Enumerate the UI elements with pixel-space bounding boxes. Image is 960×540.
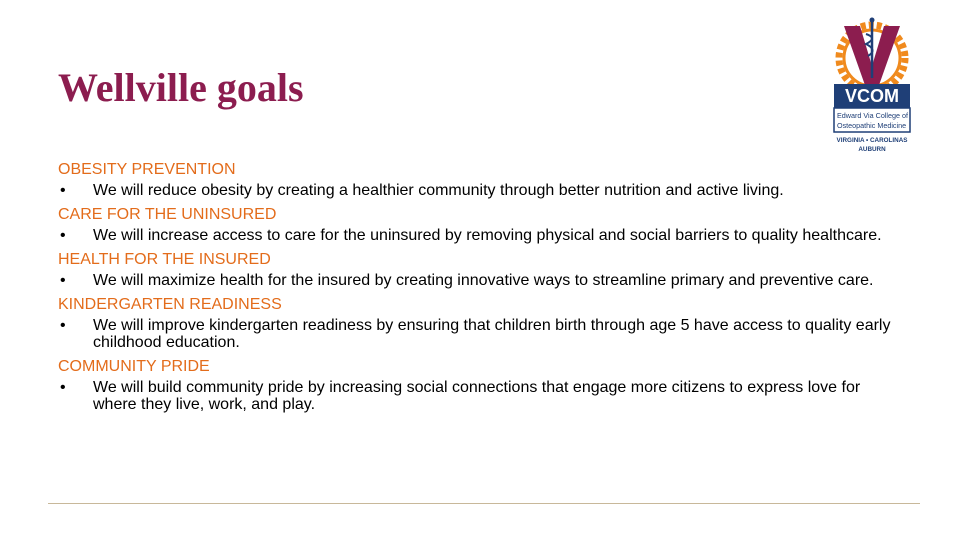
logo-name-line1: Edward Via College of (837, 111, 908, 120)
goal-bullet-item (58, 379, 908, 419)
goal-heading: KINDERGARTEN READINESS (58, 296, 282, 313)
goal-section-care-for-uninsured (58, 205, 908, 250)
bullet-icon: • (60, 272, 66, 289)
goal-bullet-item (58, 272, 908, 295)
goal-bullet-item (58, 227, 908, 250)
logo-name-line2: Osteopathic Medicine (837, 121, 907, 130)
goal-section-obesity-prevention (58, 160, 908, 205)
slide-title: Wellville goals (58, 65, 304, 110)
goal-text: We will increase access to care for the uninsured by removing physical and social barriers to quality healthcare. (93, 227, 882, 244)
goal-heading: CARE FOR THE UNINSURED (58, 206, 277, 223)
goal-heading: COMMUNITY PRIDE (58, 358, 210, 375)
goal-text: We will maximize health for the insured by creating innovative ways to streamline primary and preventive care. (93, 272, 874, 289)
vcom-logo (830, 14, 914, 156)
logo-abbreviation: VCOM (845, 86, 899, 106)
logo-campuses-line1: VIRGINIA • CAROLINAS (836, 137, 908, 144)
bullet-icon: • (60, 317, 66, 334)
goal-bullet-item (58, 182, 908, 205)
goal-section-community-pride (58, 357, 908, 419)
goal-section-kindergarten-readiness (58, 295, 908, 357)
bullet-icon: • (60, 227, 66, 244)
goals-list (58, 160, 908, 419)
goal-text: We will reduce obesity by creating a healthier community through better nutrition and active living. (93, 182, 784, 199)
bullet-icon: • (60, 379, 66, 396)
goal-section-health-for-insured (58, 250, 908, 295)
goal-heading: OBESITY PREVENTION (58, 161, 236, 178)
logo-campuses-line2: AUBURN (858, 146, 886, 153)
goal-text: We will build community pride by increasing social connections that engage more citizens to express love for where they live, work, and play. (93, 379, 861, 413)
goal-heading: HEALTH FOR THE INSURED (58, 251, 271, 268)
goal-bullet-item (58, 317, 908, 357)
bullet-icon: • (60, 182, 66, 199)
goal-text: We will improve kindergarten readiness by ensuring that children birth through age 5 have access to quality early childhood education. (93, 317, 891, 351)
footer-divider (48, 503, 920, 504)
